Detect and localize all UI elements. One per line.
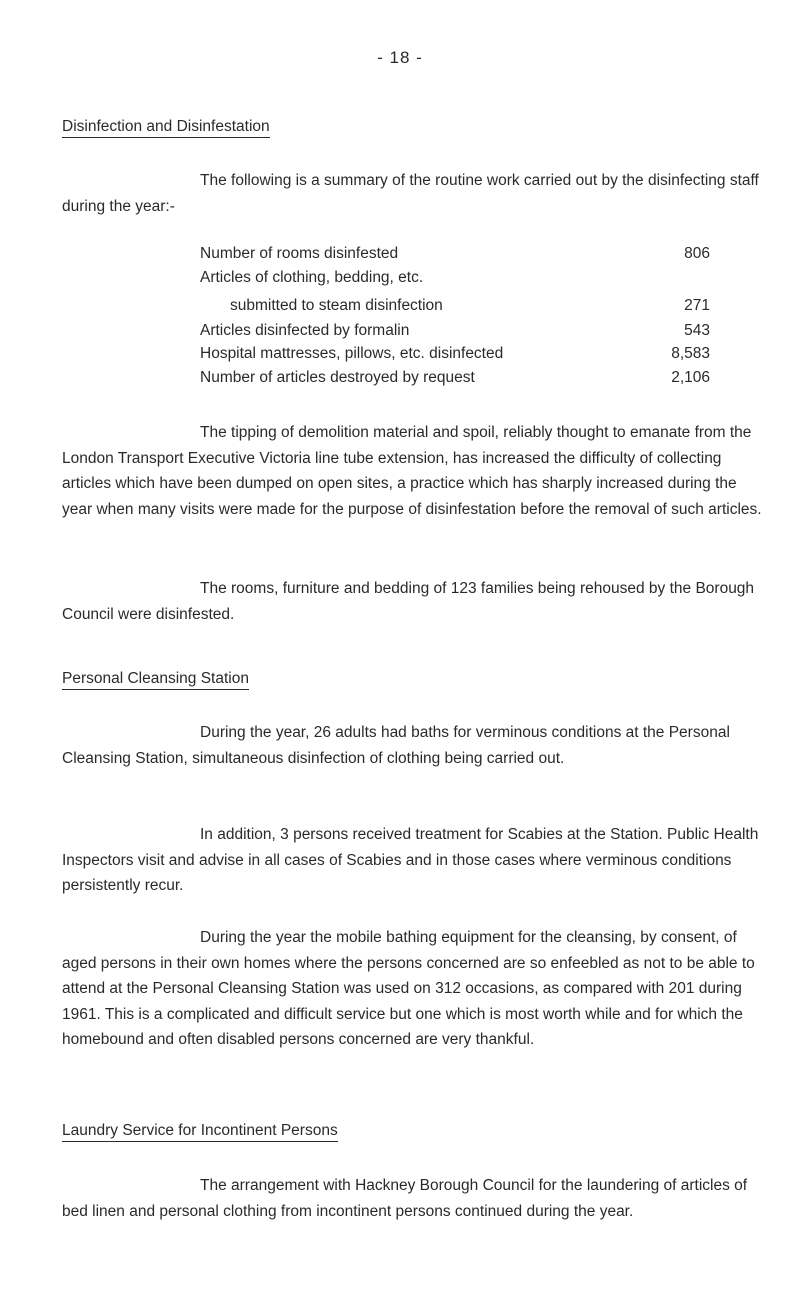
disinfection-paragraph-1: The tipping of demolition material and spoil, reliably thought to emanate from the London Transport Executive Victoria line tube extension, has increased the difficulty of collecting articles which have been dumped on open sites, a practice which has sharply increased during the year when many visits were made for the purpose of disinfestation before the removal of such articles. [62, 424, 762, 518]
stat-row [200, 345, 720, 369]
section-heading-cleansing: Personal Cleansing Station [62, 670, 249, 690]
laundry-paragraph-1: The arrangement with Hackney Borough Council for the laundering of articles of bed linen and personal clothing from incontinent persons continued during the year. [62, 1177, 748, 1220]
stat-value: 543 [684, 322, 710, 339]
stat-value: 271 [684, 297, 710, 314]
stat-label: Articles disinfected by formalin [200, 322, 410, 339]
cleansing-paragraph-3: During the year the mobile bathing equipment for the cleansing, by consent, of aged persons in their own homes where the persons concerned are so enfeebled as not to be able to attend at the Personal Cleansing Station was used on 312 occasions, as compared with 201 during 1961. This is a complicated and difficult service but one which is most worth while and for which the homebound and often disabled persons concerned are very thankful. [62, 929, 755, 1048]
stat-label: Number of rooms disinfested [200, 245, 399, 262]
stat-label: Articles of clothing, bedding, etc. [200, 269, 424, 286]
stat-label: Number of articles destroyed by request [200, 369, 475, 386]
cleansing-paragraph-1: During the year, 26 adults had baths for verminous conditions at the Personal Cleansing Station, simultaneous disinfection of clothing being carried out. [62, 724, 730, 767]
page-number: - 18 - [377, 48, 423, 67]
stat-label: Hospital mattresses, pillows, etc. disinfected [200, 345, 504, 362]
disinfection-paragraph-2: The rooms, furniture and bedding of 123 families being rehoused by the Borough Council were disinfested. [62, 580, 755, 623]
disinfection-intro: The following is a summary of the routine work carried out by the disinfecting staff during the year:- [62, 172, 759, 215]
stat-label: submitted to steam disinfection [230, 297, 443, 314]
stat-value: 8,583 [671, 345, 710, 362]
section-heading-laundry: Laundry Service for Incontinent Persons [62, 1122, 338, 1142]
stat-row [200, 322, 720, 346]
stat-row [200, 269, 720, 293]
cleansing-paragraph-2: In addition, 3 persons received treatment for Scabies at the Station. Public Health Inspectors visit and advise in all cases of Scabies and in those cases where verminous conditions persistently recur. [62, 826, 759, 894]
stat-value: 806 [684, 245, 710, 262]
section-heading-disinfection: Disinfection and Disinfestation [62, 118, 270, 138]
stat-row [200, 297, 720, 321]
stat-value: 2,106 [671, 369, 710, 386]
stat-row [200, 245, 720, 269]
stat-row [200, 369, 720, 393]
